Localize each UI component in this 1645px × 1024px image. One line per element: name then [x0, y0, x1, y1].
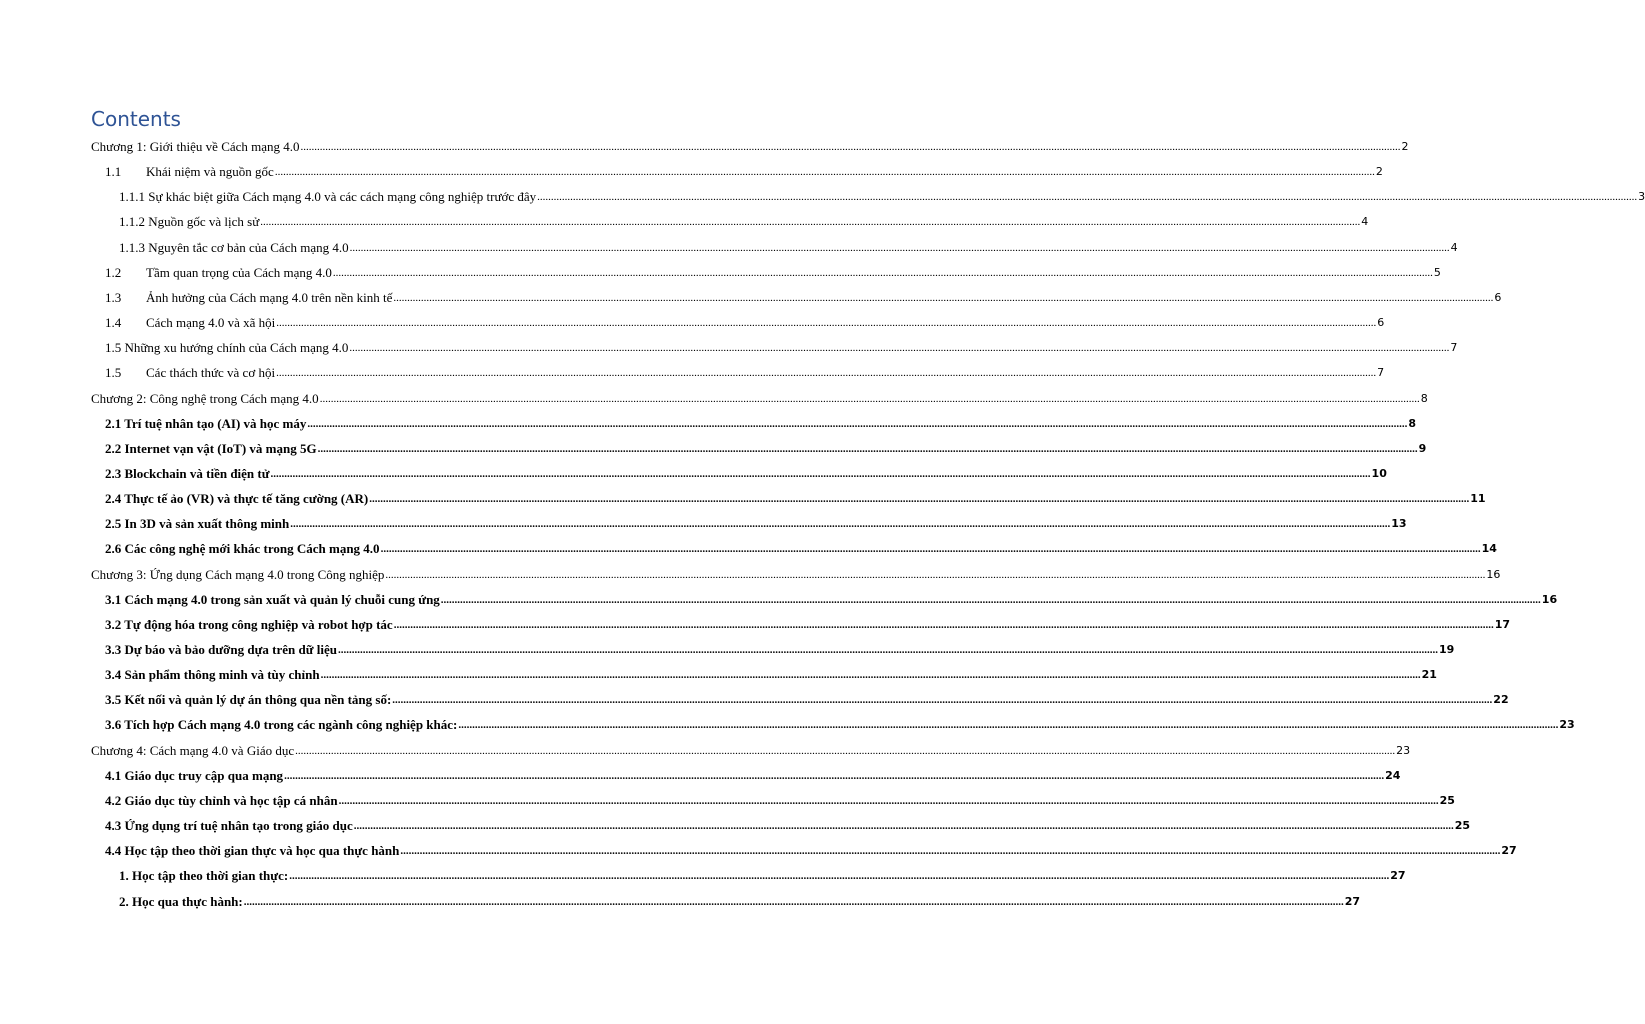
toc-dot-leader: ................................................................................................................................................................................................................................................................................................................................................................................................................ — [319, 392, 1420, 405]
toc-entry[interactable] — [105, 810, 1471, 834]
toc-dot-leader: ................................................................................................................................................................................................................................................................................................................................................................................................................ — [284, 769, 1385, 782]
toc-page-number: 27 — [1390, 869, 1406, 883]
toc-entry[interactable] — [105, 357, 1385, 381]
toc-page-number: 21 — [1421, 668, 1437, 682]
toc-entry[interactable] — [105, 533, 1497, 557]
toc-page-number: 6 — [1377, 316, 1385, 330]
toc-dot-leader: ................................................................................................................................................................................................................................................................................................................................................................................................................ — [243, 895, 1344, 908]
toc-entry[interactable] — [91, 131, 1409, 155]
toc-page-number: 23 — [1396, 743, 1411, 757]
toc-dot-leader: ................................................................................................................................................................................................................................................................................................................................................................................................................ — [537, 191, 1638, 204]
toc-page-number: 27 — [1501, 844, 1517, 858]
toc-entry[interactable] — [119, 181, 1645, 205]
toc-entry-title: Chương 1: Giới thiệu về Cách mạng 4.0 — [91, 139, 300, 154]
toc-entry[interactable] — [105, 307, 1385, 331]
toc-entry-title: 2.4 Thực tế ảo (VR) và thực tế tăng cường (AR) — [105, 491, 369, 507]
toc-dot-leader: ................................................................................................................................................................................................................................................................................................................................................................................................................ — [393, 291, 1494, 304]
toc-entry-number: 1.3 — [105, 289, 122, 305]
toc-entry[interactable] — [105, 634, 1455, 658]
toc-entry[interactable] — [105, 835, 1517, 859]
toc-entry-title: 3.6 Tích hợp Cách mạng 4.0 trong các ngành công nghiệp khác: — [105, 717, 458, 733]
toc-dot-leader: ................................................................................................................................................................................................................................................................................................................................................................................................................ — [274, 166, 1375, 179]
toc-entry-title: 1.1.3 Nguyên tắc cơ bản của Cách mạng 4.0 — [119, 239, 349, 255]
toc-entry-title: 1.1.2 Nguồn gốc và lịch sử — [119, 214, 260, 230]
toc-dot-leader: ................................................................................................................................................................................................................................................................................................................................................................................................................ — [349, 241, 1450, 254]
toc-entry-title: 3.1 Cách mạng 4.0 trong sản xuất và quản lý chuỗi cung ứng — [105, 591, 440, 607]
toc-page-number: 25 — [1439, 793, 1455, 807]
toc-entry-title: 1.5 Những xu hướng chính của Cách mạng 4.0 — [105, 340, 349, 356]
toc-dot-leader: ................................................................................................................................................................................................................................................................................................................................................................................................................ — [317, 442, 1418, 455]
toc-dot-leader: ................................................................................................................................................................................................................................................................................................................................................................................................................ — [290, 518, 1391, 531]
toc-entry-title: 4.2 Giáo dục tùy chỉnh và học tập cá nhân — [105, 792, 338, 808]
toc-page-number: 16 — [1486, 567, 1501, 581]
toc-entry-title: 4.4 Học tập theo thời gian thực và học qua thực hành — [105, 843, 400, 859]
toc-page-number: 4 — [1450, 240, 1458, 254]
toc-title: Contents — [91, 107, 181, 131]
toc-dot-leader: ................................................................................................................................................................................................................................................................................................................................................................................................................ — [270, 467, 1371, 480]
toc-entry-number: 1.4 — [105, 315, 122, 331]
toc-entry[interactable] — [105, 433, 1427, 457]
toc-entry[interactable] — [105, 483, 1486, 507]
toc-entry-title: 1. Học tập theo thời gian thực: — [119, 868, 289, 884]
toc-dot-leader: ................................................................................................................................................................................................................................................................................................................................................................................................................ — [332, 266, 1433, 279]
toc-dot-leader: ................................................................................................................................................................................................................................................................................................................................................................................................................ — [400, 845, 1501, 858]
toc-entry[interactable] — [91, 559, 1501, 583]
toc-page-number: 8 — [1420, 391, 1428, 405]
toc-entry-number: 1.5 — [105, 365, 122, 381]
toc-entry-title: Chương 3: Ứng dụng Cách mạng 4.0 trong Công nghiệp — [91, 566, 385, 582]
toc-entry-title: 3.5 Kết nối và quản lý dự án thông qua nền tảng số: — [105, 692, 392, 708]
toc-entry-title: 4.1 Giáo dục truy cập qua mạng — [105, 767, 284, 783]
toc-entry[interactable] — [105, 408, 1417, 432]
toc-entry[interactable] — [105, 257, 1441, 281]
toc-entry-number: 1.1 — [105, 164, 122, 180]
toc-dot-leader: ................................................................................................................................................................................................................................................................................................................................................................................................................ — [393, 618, 1494, 631]
toc-entry-title: Chương 2: Công nghệ trong Cách mạng 4.0 — [91, 390, 319, 406]
toc-entry-title: 4.3 Ứng dụng trí tuệ nhân tạo trong giáo dục — [105, 818, 353, 834]
toc-entry-title: 2.3 Blockchain và tiền điện tử — [105, 465, 270, 481]
toc-entry-title: 3.3 Dự báo và bảo dưỡng dựa trên dữ liệu — [105, 642, 337, 657]
toc-entry[interactable] — [105, 785, 1455, 809]
toc-page-number: 23 — [1559, 718, 1575, 732]
toc-entry[interactable] — [91, 383, 1428, 407]
toc-entry-number: 1.2 — [105, 264, 122, 280]
toc-page-number: 10 — [1371, 466, 1387, 480]
toc-entry-title: 2.6 Các công nghệ mới khác trong Cách mạng 4.0 — [105, 541, 380, 557]
toc-dot-leader: ................................................................................................................................................................................................................................................................................................................................................................................................................ — [369, 493, 1470, 506]
toc-page-number: 7 — [1450, 341, 1458, 355]
toc-page-number: 5 — [1433, 265, 1441, 279]
toc-page-number: 22 — [1493, 693, 1509, 707]
toc-entry[interactable] — [119, 860, 1406, 884]
toc-dot-leader: ................................................................................................................................................................................................................................................................................................................................................................................................................ — [260, 216, 1361, 229]
toc-dot-leader: ................................................................................................................................................................................................................................................................................................................................................................................................................ — [458, 719, 1559, 732]
toc-page-number: 2 — [1375, 165, 1383, 179]
toc-dot-leader: ................................................................................................................................................................................................................................................................................................................................................................................................................ — [300, 141, 1401, 153]
toc-page-number: 14 — [1481, 542, 1497, 556]
toc-dot-leader: ................................................................................................................................................................................................................................................................................................................................................................................................................ — [353, 820, 1454, 833]
toc-page-number: 13 — [1391, 517, 1407, 531]
toc-page-number: 8 — [1408, 416, 1417, 430]
toc-entry[interactable] — [119, 206, 1369, 230]
toc-page-number: 6 — [1494, 290, 1502, 304]
toc-dot-leader: ................................................................................................................................................................................................................................................................................................................................................................................................................ — [392, 694, 1493, 707]
toc-entry-title: 2.2 Internet vạn vật (IoT) và mạng 5G — [105, 440, 317, 456]
toc-dot-leader: ................................................................................................................................................................................................................................................................................................................................................................................................................ — [295, 744, 1396, 757]
toc-entry-title: 3.4 Sản phẩm thông minh và tùy chỉnh — [105, 667, 320, 683]
toc-entry[interactable] — [105, 332, 1458, 356]
toc-dot-leader: ................................................................................................................................................................................................................................................................................................................................................................................................................ — [276, 367, 1377, 380]
toc-page-number: 9 — [1418, 441, 1427, 455]
toc-dot-leader: ................................................................................................................................................................................................................................................................................................................................................................................................................ — [338, 794, 1439, 807]
toc-entry[interactable] — [119, 232, 1458, 256]
toc-entry-title: 2. Học qua thực hành: — [119, 893, 243, 909]
toc-entry[interactable] — [105, 709, 1575, 733]
toc-page-number: 25 — [1454, 819, 1471, 833]
toc-dot-leader: ................................................................................................................................................................................................................................................................................................................................................................................................................ — [320, 669, 1421, 682]
toc-dot-leader: ................................................................................................................................................................................................................................................................................................................................................................................................................ — [385, 568, 1486, 581]
toc-entry[interactable] — [105, 508, 1407, 532]
toc-entry[interactable] — [105, 659, 1437, 683]
toc-entry-title: Chương 4: Cách mạng 4.0 và Giáo dục — [91, 742, 295, 758]
toc-dot-leader: ................................................................................................................................................................................................................................................................................................................................................................................................................ — [349, 342, 1450, 355]
toc-page-number: 27 — [1344, 894, 1361, 908]
toc-dot-leader: ................................................................................................................................................................................................................................................................................................................................................................................................................ — [276, 317, 1377, 330]
toc-page-number: 17 — [1494, 617, 1511, 631]
toc-entry-title: 2.1 Trí tuệ nhân tạo (AI) và học máy — [105, 415, 307, 431]
toc-entry[interactable] — [105, 282, 1502, 306]
toc-entry-title: 2.5 In 3D và sản xuất thông minh — [105, 516, 290, 532]
toc-entry[interactable] — [119, 886, 1361, 910]
toc-page-number: 11 — [1470, 492, 1486, 506]
toc-dot-leader: ................................................................................................................................................................................................................................................................................................................................................................................................................ — [307, 417, 1408, 430]
toc-dot-leader: ................................................................................................................................................................................................................................................................................................................................................................................................................ — [380, 543, 1481, 556]
toc-dot-leader: ................................................................................................................................................................................................................................................................................................................................................................................................................ — [289, 870, 1390, 883]
toc-page-number: 4 — [1361, 215, 1369, 229]
toc-page-number: 19 — [1439, 643, 1455, 656]
toc-page-number: 3 — [1638, 190, 1645, 204]
toc-entry[interactable] — [91, 735, 1411, 759]
toc-entry[interactable] — [105, 458, 1387, 482]
toc-entry-title: Cách mạng 4.0 và xã hội — [146, 315, 276, 331]
toc-page-number: 24 — [1385, 768, 1401, 782]
toc-entry-title: 1.1.1 Sự khác biệt giữa Cách mạng 4.0 và các cách mạng công nghiệp trước đây — [119, 189, 537, 205]
toc-entry[interactable] — [105, 609, 1511, 633]
toc-entry-title: Ảnh hưởng của Cách mạng 4.0 trên nền kinh tế — [146, 289, 393, 305]
toc-entry[interactable] — [105, 584, 1558, 608]
toc-dot-leader: ................................................................................................................................................................................................................................................................................................................................................................................................................ — [440, 593, 1541, 606]
toc-entry-title: Khái niệm và nguồn gốc — [146, 164, 274, 180]
toc-dot-leader: ................................................................................................................................................................................................................................................................................................................................................................................................................ — [338, 644, 1438, 656]
toc-entry-title: Tầm quan trọng của Cách mạng 4.0 — [146, 264, 332, 280]
toc-entry[interactable] — [105, 760, 1401, 784]
toc-entry[interactable] — [105, 156, 1383, 180]
toc-entry[interactable] — [105, 684, 1509, 708]
toc-entry-title: 3.2 Tự động hóa trong công nghiệp và robot hợp tác — [105, 616, 393, 632]
toc-page-number: 2 — [1401, 140, 1409, 153]
toc-entry-title: Các thách thức và cơ hội — [146, 365, 276, 381]
toc-page-number: 16 — [1541, 592, 1558, 606]
toc-page-number: 7 — [1377, 366, 1385, 380]
